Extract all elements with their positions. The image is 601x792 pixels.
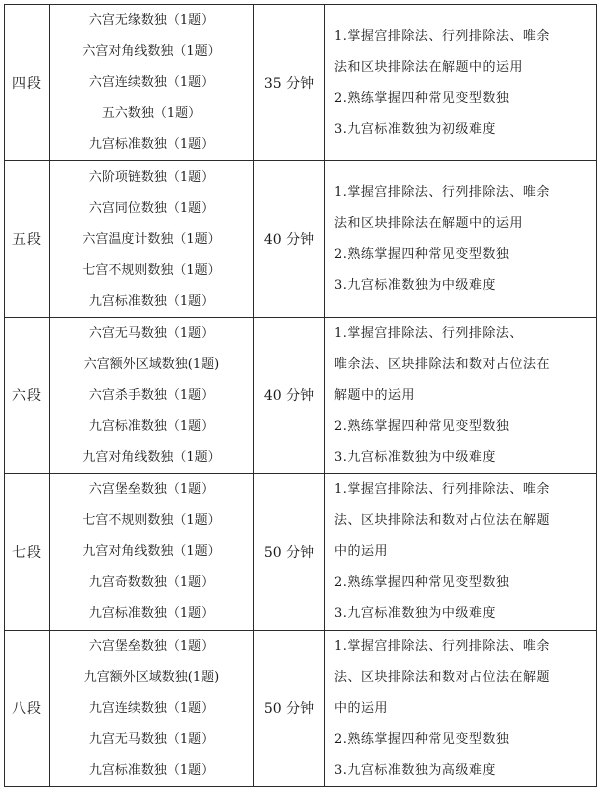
puzzle-list-cell xyxy=(50,630,254,786)
puzzle-item: 六宫杀手数独（1题） xyxy=(88,387,215,403)
time-limit-cell: 35 分钟 xyxy=(254,5,325,161)
goal-line: 唯余法、区块排除法和数对占位法在 xyxy=(334,356,551,372)
puzzle-list-cell xyxy=(50,161,254,317)
puzzle-item: 六宫连续数独（1题） xyxy=(88,75,215,91)
time-limit-cell: 40 分钟 xyxy=(254,161,325,317)
goal-line: 1.掌握宫排除法、行列排除法、唯余 xyxy=(334,638,550,654)
grade-requirements-table xyxy=(4,4,597,787)
goals-cell xyxy=(325,630,597,786)
puzzle-item: 九宫连续数独（1题） xyxy=(88,700,215,716)
time-limit-cell: 50 分钟 xyxy=(254,630,325,786)
goal-line: 3.九宫标准数独为高级难度 xyxy=(334,762,496,778)
puzzle-item: 六宫无马数独（1题） xyxy=(88,325,215,341)
puzzle-item: 九宫对角线数独（1题） xyxy=(82,544,221,560)
puzzle-item: 九宫标准数独（1题） xyxy=(88,762,215,778)
goal-line: 1.掌握宫排除法、行列排除法、唯余 xyxy=(334,185,550,201)
puzzle-list-cell xyxy=(50,317,254,473)
goal-line: 中的运用 xyxy=(334,700,389,716)
goal-line: 中的运用 xyxy=(334,544,389,560)
puzzle-item: 九宫标准数独（1题） xyxy=(88,606,215,622)
puzzle-item: 九宫标准数独（1题） xyxy=(88,293,215,309)
puzzle-item: 九宫标准数独（1题） xyxy=(88,418,215,434)
puzzle-item: 九宫无马数独（1题） xyxy=(88,731,215,747)
puzzle-list-cell xyxy=(50,474,254,630)
level-cell: 四段 xyxy=(5,5,50,161)
goal-line: 解题中的运用 xyxy=(334,387,416,403)
puzzle-item: 六宫堡垒数独（1题） xyxy=(88,482,215,498)
puzzle-item: 五六数独（1题） xyxy=(101,106,202,122)
goal-line: 法和区块排除法在解题中的运用 xyxy=(334,216,524,232)
goal-line: 2.熟练掌握四种常见变型数独 xyxy=(334,418,510,434)
table-row xyxy=(5,5,597,161)
puzzle-item: 六阶项链数独（1题） xyxy=(88,169,215,185)
goals-cell xyxy=(325,5,597,161)
puzzle-item: 六宫温度计数独（1题） xyxy=(82,231,221,247)
goal-line: 法、区块排除法和数对占位法在解题 xyxy=(334,669,551,685)
goal-line: 3.九宫标准数独为中级难度 xyxy=(334,606,496,622)
goal-line: 2.熟练掌握四种常见变型数独 xyxy=(334,731,510,747)
puzzle-item: 六宫额外区域数独(1题) xyxy=(83,356,220,372)
table-row xyxy=(5,474,597,630)
level-cell: 八段 xyxy=(5,630,50,786)
goal-line: 2.熟练掌握四种常见变型数独 xyxy=(334,575,510,591)
goals-cell xyxy=(325,474,597,630)
puzzle-list-cell xyxy=(50,5,254,161)
puzzle-item: 六宫无缘数独（1题） xyxy=(88,13,215,29)
table-row xyxy=(5,161,597,317)
goal-line: 1.掌握宫排除法、行列排除法、唯余 xyxy=(334,28,550,44)
level-cell: 七段 xyxy=(5,474,50,630)
goal-line: 2.熟练掌握四种常见变型数独 xyxy=(334,247,510,263)
table-row xyxy=(5,317,597,473)
puzzle-item: 九宫额外区域数独(1题) xyxy=(83,669,220,685)
table-row xyxy=(5,630,597,786)
goal-line: 3.九宫标准数独为初级难度 xyxy=(334,121,496,137)
time-limit-cell: 40 分钟 xyxy=(254,317,325,473)
goals-cell xyxy=(325,161,597,317)
puzzle-item: 七宫不规则数独（1题） xyxy=(82,262,221,278)
puzzle-item: 六宫堡垒数独（1题） xyxy=(88,638,215,654)
goal-line: 3.九宫标准数独为中级难度 xyxy=(334,278,496,294)
goal-line: 3.九宫标准数独为中级难度 xyxy=(334,449,496,465)
puzzle-item: 六宫同位数独（1题） xyxy=(88,200,215,216)
goal-line: 2.熟练掌握四种常见变型数独 xyxy=(334,90,510,106)
level-cell: 五段 xyxy=(5,161,50,317)
goals-cell xyxy=(325,317,597,473)
puzzle-item: 九宫奇数数独（1题） xyxy=(88,575,215,591)
goal-line: 法、区块排除法和数对占位法在解题 xyxy=(334,513,551,529)
goal-line: 1.掌握宫排除法、行列排除法、唯余 xyxy=(334,482,550,498)
goal-line: 法和区块排除法在解题中的运用 xyxy=(334,59,524,75)
goal-line: 1.掌握宫排除法、行列排除法、 xyxy=(334,325,523,341)
puzzle-item: 七宫不规则数独（1题） xyxy=(82,513,221,529)
puzzle-item: 六宫对角线数独（1题） xyxy=(82,44,221,60)
puzzle-item: 九宫对角线数独（1题） xyxy=(82,449,221,465)
level-cell: 六段 xyxy=(5,317,50,473)
time-limit-cell: 50 分钟 xyxy=(254,474,325,630)
puzzle-item: 九宫标准数独（1题） xyxy=(88,137,215,153)
